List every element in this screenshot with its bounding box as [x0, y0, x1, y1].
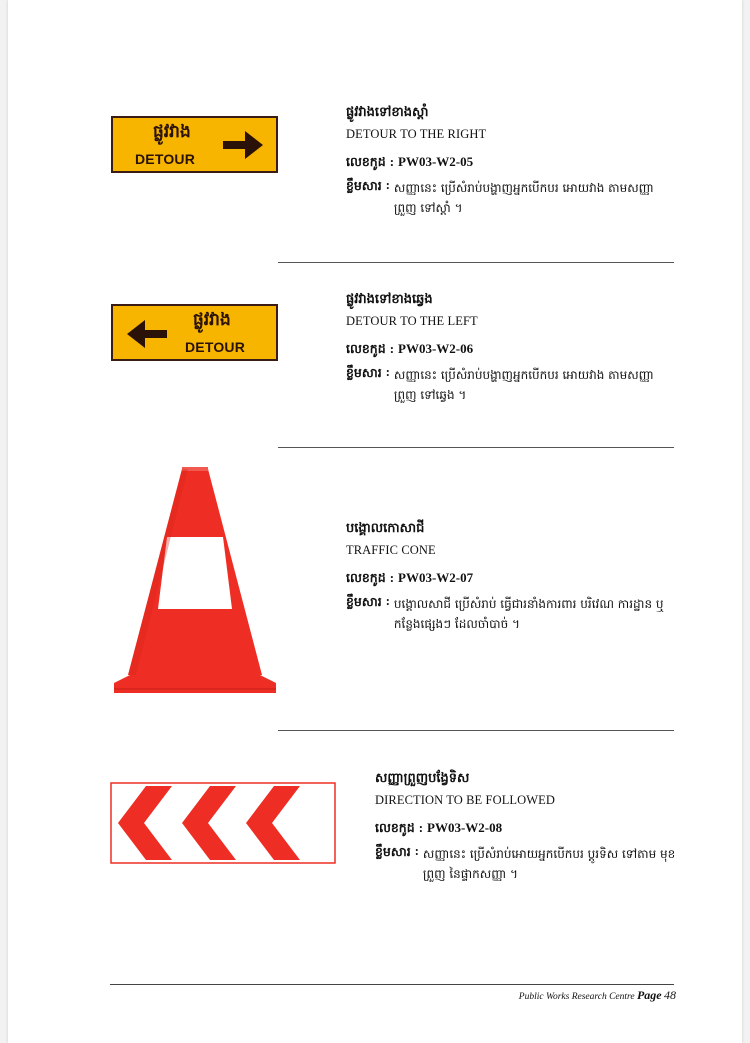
code-value: PW03-W2-07 [398, 570, 474, 585]
code-value: PW03-W2-08 [427, 820, 503, 835]
detour-left-sign [111, 304, 278, 361]
description-row: ខ្លឹមសារ : សញ្ញានេះ ប្រើសំរាប់បង្ហាញអ្នកបើកបរ អោយវាង តាមសញ្ញាព្រួញ ទៅឆ្វេង ។ [346, 365, 676, 405]
code-row: លេខកូដ : PW03-W2-05 [346, 154, 474, 169]
entry-title-english: DIRECTION TO BE FOLLOWED [375, 793, 556, 807]
entry-detour-right [346, 104, 676, 218]
footer-page-number: 48 [664, 988, 676, 1002]
code-value: PW03-W2-05 [398, 154, 474, 169]
footer-divider [110, 984, 674, 985]
sign-khmer-text: ផ្លូវវាង [153, 122, 191, 142]
entry-title-english: DETOUR TO THE LEFT [346, 314, 478, 328]
meaning-label: ខ្លឹមសារ [346, 594, 382, 609]
sign-khmer-text: ផ្លូវវាង [193, 310, 231, 330]
code-label: លេខកូដ [346, 570, 386, 585]
entry-direction-followed [375, 770, 695, 884]
footer-org: Public Works Research Centre [518, 992, 635, 1002]
chevron-direction-sign [110, 782, 336, 864]
code-row: លេខកូដ : PW03-W2-07 [346, 570, 474, 585]
sign-english-text: DETOUR [185, 339, 246, 355]
section-divider [278, 730, 674, 731]
code-row: លេខកូដ : PW03-W2-08 [375, 820, 503, 835]
entry-title-khmer: សញ្ញាព្រួញបង្វែទិស [375, 771, 470, 786]
section-divider [278, 262, 674, 263]
entry-title-khmer: បង្គោលកោសាជី [346, 521, 425, 536]
traffic-cone-image [110, 465, 280, 697]
description-row: ខ្លឹមសារ : សញ្ញានេះ ប្រើសំរាប់អោយអ្នកបើកបរ ប្តូរទិស ទៅតាម មុខព្រួញ នៃផ្ទាកសញ្ញា ។ [375, 844, 695, 884]
description-text: សញ្ញានេះ ប្រើសំរាប់បង្ហាញអ្នកបើកបរ អោយវាង តាមសញ្ញាព្រួញ ទៅស្តាំ ។ [393, 181, 654, 215]
meaning-label: ខ្លឹមសារ [346, 178, 382, 193]
detour-right-sign [111, 116, 278, 173]
code-label: លេខកូដ [346, 154, 386, 169]
entry-title-khmer: ផ្លូវវាងទៅខាងឆ្វេង [346, 292, 433, 307]
entry-title-khmer: ផ្លូវវាងទៅខាងស្តាំ [346, 105, 429, 120]
arrow-left-icon [121, 318, 169, 350]
code-row: លេខកូដ : PW03-W2-06 [346, 341, 474, 356]
code-value: PW03-W2-06 [398, 341, 474, 356]
page-footer [519, 988, 676, 1003]
description-text: សញ្ញានេះ ប្រើសំរាប់អោយអ្នកបើកបរ ប្តូរទិស ទៅតាម មុខព្រួញ នៃផ្ទាកសញ្ញា ។ [422, 847, 676, 881]
meaning-label: ខ្លឹមសារ [346, 365, 382, 380]
entry-traffic-cone [346, 520, 676, 634]
description-row: ខ្លឹមសារ : បង្គោលសាជី ប្រើសំរាប់ ធ្វើជារនាំងការពារ បរិវេណ ការដ្ឋាន ឬ កន្លែងផ្សេងៗ ដែលចាំបាច់ ។ [346, 594, 676, 634]
arrow-right-icon [221, 129, 269, 161]
description-row: ខ្លឹមសារ : សញ្ញានេះ ប្រើសំរាប់បង្ហាញអ្នកបើកបរ អោយវាង តាមសញ្ញាព្រួញ ទៅស្តាំ ។ [346, 178, 676, 218]
description-text: សញ្ញានេះ ប្រើសំរាប់បង្ហាញអ្នកបើកបរ អោយវាង តាមសញ្ញាព្រួញ ទៅឆ្វេង ។ [393, 368, 654, 402]
description-text: បង្គោលសាជី ប្រើសំរាប់ ធ្វើជារនាំងការពារ បរិវេណ ការដ្ឋាន ឬ កន្លែងផ្សេងៗ ដែលចាំបាច់ ។ [393, 597, 664, 631]
code-label: លេខកូដ [375, 820, 415, 835]
entry-detour-left [346, 291, 676, 405]
code-label: លេខកូដ [346, 341, 386, 356]
meaning-label: ខ្លឹមសារ [375, 844, 411, 859]
footer-page-label: Page [636, 988, 662, 1002]
entry-title-english: TRAFFIC CONE [346, 543, 436, 557]
entry-title-english: DETOUR TO THE RIGHT [346, 127, 487, 141]
sign-english-text: DETOUR [135, 151, 196, 167]
section-divider [278, 447, 674, 448]
